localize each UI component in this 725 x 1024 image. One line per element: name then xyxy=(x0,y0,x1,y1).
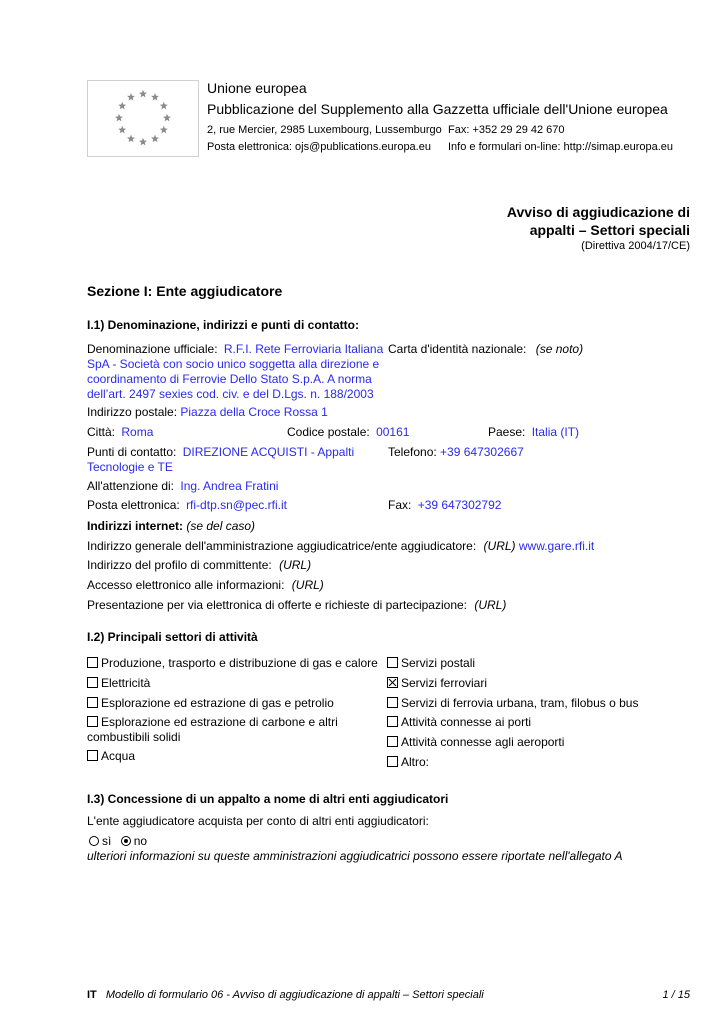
header-fax: Fax: +352 29 29 42 670 xyxy=(448,124,565,136)
profilo-label: Indirizzo del profilo di committente: xyxy=(87,558,272,572)
checkbox-icon[interactable] xyxy=(387,736,398,747)
cap-label: Codice postale: xyxy=(287,425,370,439)
paese-value: Italia (IT) xyxy=(531,425,580,439)
settore-label: Altro: xyxy=(401,755,430,769)
settore-item[interactable] xyxy=(87,715,383,749)
header-info: Info e formulari on-line: http://simap.europa.eu xyxy=(448,141,674,153)
checkbox-checked-icon[interactable] xyxy=(387,677,398,688)
attenzione-field xyxy=(87,479,278,493)
star-icon xyxy=(118,126,126,134)
telefono-value: +39 647302667 xyxy=(440,445,524,459)
checkbox-icon[interactable] xyxy=(87,677,98,688)
settore-item[interactable] xyxy=(87,696,383,715)
settori-left-list xyxy=(87,656,383,769)
settori-right-list xyxy=(387,656,687,775)
settore-item[interactable] xyxy=(387,735,687,755)
cap-field xyxy=(287,425,409,439)
notice-title xyxy=(507,203,690,253)
generale-value[interactable]: www.gare.rfi.it xyxy=(518,539,595,553)
star-icon xyxy=(160,126,168,134)
fax-field xyxy=(388,498,501,512)
paese-field xyxy=(488,425,579,439)
contatto-value: DIREZIONE ACQUISTI - Appalti Tecnologie e TE xyxy=(87,445,355,474)
subsection-title-i1: I.1) Denominazione, indirizzi e punti di contatto: xyxy=(87,318,359,332)
star-icon xyxy=(160,102,168,110)
generale-field xyxy=(87,539,594,553)
paese-label: Paese: xyxy=(488,425,526,439)
settore-item[interactable] xyxy=(387,696,687,715)
presentazione-label: Presentazione per via elettronica di offerte e richieste di partecipazione: xyxy=(87,598,467,612)
settore-item[interactable] xyxy=(87,676,383,696)
star-icon xyxy=(115,114,123,122)
eu-stars-logo-icon xyxy=(87,80,199,157)
fax-label: Fax: xyxy=(388,498,412,512)
notice-title-line1: Avviso di aggiudicazione di xyxy=(506,204,690,220)
url-tag: (URL) xyxy=(291,578,324,592)
settore-label: Attività connesse agli aeroporti xyxy=(401,735,565,749)
star-icon xyxy=(118,102,126,110)
contatto-field xyxy=(87,445,377,475)
citta-field xyxy=(87,425,153,439)
contatto-label: Punti di contatto: xyxy=(87,445,177,459)
citta-label: Città: xyxy=(87,425,116,439)
email-label: Posta elettronica: xyxy=(87,498,180,512)
checkbox-icon[interactable] xyxy=(87,716,98,727)
settore-label: Attività connesse ai porti xyxy=(401,715,532,729)
presentazione-field xyxy=(87,598,506,612)
indirizzo-label: Indirizzo postale: xyxy=(87,405,178,419)
internet-label: Indirizzi internet: xyxy=(87,519,183,533)
checkbox-icon[interactable] xyxy=(387,697,398,708)
settore-label: Acqua xyxy=(101,749,136,763)
settore-label: Elettricità xyxy=(101,676,151,690)
accesso-label: Accesso elettronico alle informazioni: xyxy=(87,578,285,592)
header-publication: Pubblicazione del Supplemento alla Gazzetta ufficiale dell'Unione europea xyxy=(207,101,668,117)
header-address: 2, rue Mercier, 2985 Luxembourg, Lussemburgo xyxy=(207,124,442,136)
star-icon xyxy=(163,114,171,122)
checkbox-icon[interactable] xyxy=(87,750,98,761)
checkbox-icon[interactable] xyxy=(387,657,398,668)
denominazione-field xyxy=(87,342,387,402)
settore-item[interactable] xyxy=(387,676,687,696)
notice-title-line2: appalti – Settori speciali xyxy=(529,222,690,238)
settore-item[interactable] xyxy=(387,715,687,735)
star-icon xyxy=(139,90,147,98)
email-field xyxy=(87,498,287,512)
radio-no-selected-icon[interactable] xyxy=(121,836,131,846)
carta-value: (se noto) xyxy=(535,342,584,356)
concessione-question: L'ente aggiudicatore acquista per conto di altri enti aggiudicatori: xyxy=(87,814,429,828)
subsection-title-i2: I.2) Principali settori di attività xyxy=(87,630,258,644)
denominazione-label: Denominazione ufficiale: xyxy=(87,342,218,356)
footer-text: Modello di formulario 06 - Avviso di aggiudicazione di appalti – Settori speciali xyxy=(105,989,484,1001)
settore-item[interactable] xyxy=(387,656,687,676)
internet-heading xyxy=(87,519,255,533)
indirizzo-field xyxy=(87,405,328,419)
notice-directive: (Direttiva 2004/17/CE) xyxy=(581,240,690,252)
settore-label: Servizi postali xyxy=(401,656,476,670)
star-icon xyxy=(151,135,159,143)
radio-si-icon[interactable] xyxy=(89,836,99,846)
attenzione-label: All'attenzione di: xyxy=(87,479,175,493)
settore-item[interactable] xyxy=(87,656,383,676)
indirizzo-value: Piazza della Croce Rossa 1 xyxy=(180,405,328,419)
telefono-label: Telefono: xyxy=(388,445,437,459)
attenzione-value: Ing. Andrea Fratini xyxy=(180,479,279,493)
checkbox-icon[interactable] xyxy=(87,697,98,708)
cap-value: 00161 xyxy=(376,425,410,439)
concessione-note: ulteriori informazioni su queste amministrazioni aggiudicatrici possono essere riportate nell'allegato A xyxy=(87,849,623,863)
telefono-field xyxy=(388,445,524,459)
settore-label: Esplorazione ed estrazione di carbone e altri combustibili solidi xyxy=(87,715,338,744)
url-tag: (URL) xyxy=(279,558,312,572)
url-tag: (URL) xyxy=(474,598,507,612)
header-union: Unione europea xyxy=(207,80,307,96)
footer-page-number: 1 / 15 xyxy=(662,989,690,1001)
accesso-field xyxy=(87,578,324,592)
citta-value: Roma xyxy=(121,425,154,439)
section-title: Sezione I: Ente aggiudicatore xyxy=(87,283,283,299)
carta-field xyxy=(388,342,583,356)
star-icon xyxy=(139,138,147,146)
checkbox-icon[interactable] xyxy=(87,657,98,668)
internet-note: (se del caso) xyxy=(186,519,256,533)
footer-lang: IT xyxy=(87,989,97,1001)
option-no-label: no xyxy=(133,834,148,848)
star-icon xyxy=(127,135,135,143)
settore-label: Produzione, trasporto e distribuzione di gas e calore xyxy=(101,656,378,670)
fax-value: +39 647302792 xyxy=(417,498,502,512)
header-email: Posta elettronica: ojs@publications.europa.eu xyxy=(207,141,431,153)
profilo-field xyxy=(87,558,311,572)
url-tag: (URL) xyxy=(483,539,516,553)
subsection-title-i3: I.3) Concessione di un appalto a nome di altri enti aggiudicatori xyxy=(87,792,449,806)
star-icon xyxy=(127,93,135,101)
carta-label: Carta d'identità nazionale: xyxy=(388,342,527,356)
concessione-options xyxy=(89,834,147,848)
option-si-label: sì xyxy=(102,834,112,848)
denominazione-value: R.F.I. Rete Ferroviaria Italiana SpA - Società con socio unico soggetta alla direzione e coordinamento di Ferrovie Dello Stato S.p.A. A norma dell’art. 2497 sexies cod. civ. e del D.Lgs. n. 188/2003 xyxy=(87,342,384,401)
star-icon xyxy=(151,93,159,101)
footer xyxy=(87,989,484,1001)
settore-label: Esplorazione ed estrazione di gas e petrolio xyxy=(101,696,334,710)
checkbox-icon[interactable] xyxy=(387,716,398,727)
settore-label: Servizi ferroviari xyxy=(401,676,488,690)
settore-item[interactable] xyxy=(87,749,383,769)
email-value: rfi-dtp.sn@pec.rfi.it xyxy=(186,498,287,512)
settore-label: Servizi di ferrovia urbana, tram, filobus o bus xyxy=(401,696,639,710)
settore-item[interactable] xyxy=(387,755,687,775)
generale-label: Indirizzo generale dell'amministrazione aggiudicatrice/ente aggiudicatore: xyxy=(87,539,477,553)
checkbox-icon[interactable] xyxy=(387,756,398,767)
